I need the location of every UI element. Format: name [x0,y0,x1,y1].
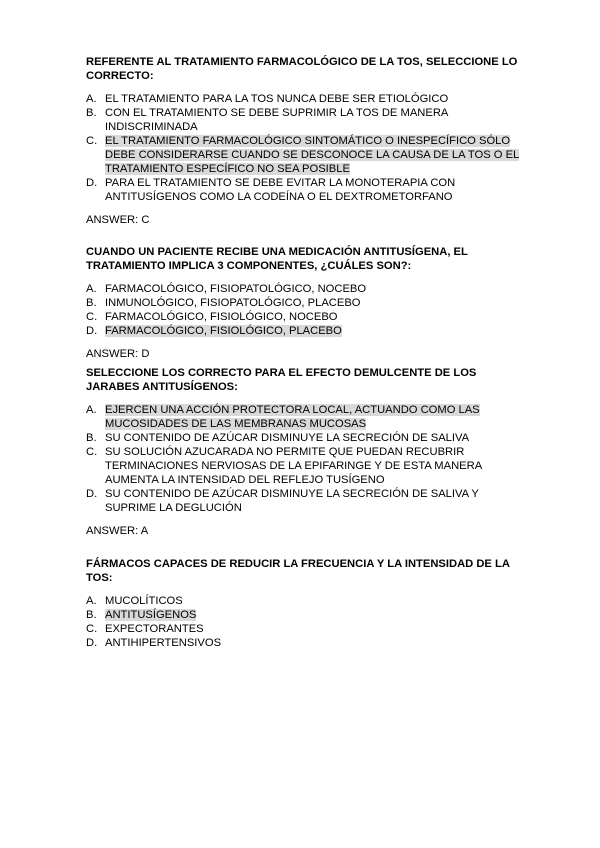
option-text: INMUNOLÓGICO, FISIOPATOLÓGICO, PLACEBO [105,297,361,309]
option-letter: D. [86,488,98,500]
options-list [86,282,526,338]
option-letter: A. [86,283,97,295]
option-letter: B. [86,297,97,309]
option-text: ANTITUSÍGENOS [105,609,197,621]
options-list [86,403,526,515]
option-text: SU CONTENIDO DE AZÚCAR DISMINUYE LA SECRECIÓN DE SALIVA Y SUPRIME LA DEGLUCIÓN [105,488,479,514]
question-2 [86,245,526,361]
option-b [86,106,526,134]
option-letter: C. [86,135,98,147]
option-d [86,487,526,515]
question-title: SELECCIONE LOS CORRECTO PARA EL EFECTO DEMULCENTE DE LOS JARABES ANTITUSÍGENOS: [86,367,477,393]
option-text: EL TRATAMIENTO PARA LA TOS NUNCA DEBE SER ETIOLÓGICO [105,93,449,105]
options-list [86,92,526,204]
option-text: EL TRATAMIENTO FARMACOLÓGICO SINTOMÁTICO O INESPECÍFICO SÓLO DEBE CONSIDERARSE CUANDO SE DESCONOCE LA CAUSA DE LA TOS O EL TRATAMIENTO ESPECÍFICO NO SEA POSIBLE [105,135,520,175]
option-letter: D. [86,637,98,649]
option-c [86,622,526,636]
option-a [86,594,526,608]
option-d [86,636,526,650]
option-letter: C. [86,311,98,323]
option-text: SU SOLUCIÓN AZUCARADA NO PERMITE QUE PUEDAN RECUBRIR TERMINACIONES NERVIOSAS DE LA EPIFARINGE Y DE ESTA MANERA AUMENTA LA INTENSIDAD DEL REFLEJO TUSÍGENO [105,446,482,486]
option-letter: A. [86,404,97,416]
option-a-highlighted [86,403,526,431]
option-letter: A. [86,93,97,105]
answer-line: ANSWER: A [86,525,149,537]
option-b [86,431,526,445]
question-title: REFERENTE AL TRATAMIENTO FARMACOLÓGICO DE LA TOS, SELECCIONE LO CORRECTO: [86,56,518,82]
question-title: FÁRMACOS CAPACES DE REDUCIR LA FRECUENCIA Y LA INTENSIDAD DE LA TOS: [86,558,510,584]
option-a [86,282,526,296]
option-text: FARMACOLÓGICO, FISIOLÓGICO, NOCEBO [105,311,338,323]
question-1 [86,55,526,227]
option-letter: D. [86,325,98,337]
option-letter: C. [86,623,98,635]
option-a [86,92,526,106]
option-text: CON EL TRATAMIENTO SE DEBE SUPRIMIR LA TOS DE MANERA INDISCRIMINADA [105,107,448,133]
option-d-highlighted [86,324,526,338]
options-list [86,594,526,650]
option-c [86,310,526,324]
option-text: SU CONTENIDO DE AZÚCAR DISMINUYE LA SECRECIÓN DE SALIVA [105,432,470,444]
option-letter: B. [86,107,97,119]
option-text: FARMACOLÓGICO, FISIOLÓGICO, PLACEBO [105,325,342,337]
option-text: EXPECTORANTES [105,623,204,635]
option-text: ANTIHIPERTENSIVOS [105,637,222,649]
option-letter: D. [86,177,98,189]
option-letter: C. [86,446,98,458]
answer-line: ANSWER: D [86,348,150,360]
option-text: EJERCEN UNA ACCIÓN PROTECTORA LOCAL, ACTUANDO COMO LAS MUCOSIDADES DE LAS MEMBRANAS MUCOSAS [105,404,480,430]
option-text: PARA EL TRATAMIENTO SE DEBE EVITAR LA MONOTERAPIA CON ANTITUSÍGENOS COMO LA CODEÍNA O EL DEXTROMETORFANO [105,177,456,203]
question-4 [86,557,526,650]
option-letter: B. [86,609,97,621]
option-c-highlighted [86,134,526,176]
option-text: MUCOLÍTICOS [105,595,183,607]
option-b-highlighted [86,608,526,622]
answer-line: ANSWER: C [86,214,150,226]
question-3 [86,366,526,538]
option-letter: B. [86,432,97,444]
option-b [86,296,526,310]
question-title: CUANDO UN PACIENTE RECIBE UNA MEDICACIÓN ANTITUSÍGENA, EL TRATAMIENTO IMPLICA 3 COMPONENTES, ¿CUÁLES SON?: [86,246,468,272]
option-c [86,445,526,487]
option-d [86,176,526,204]
option-letter: A. [86,595,97,607]
option-text: FARMACOLÓGICO, FISIOPATOLÓGICO, NOCEBO [105,283,367,295]
